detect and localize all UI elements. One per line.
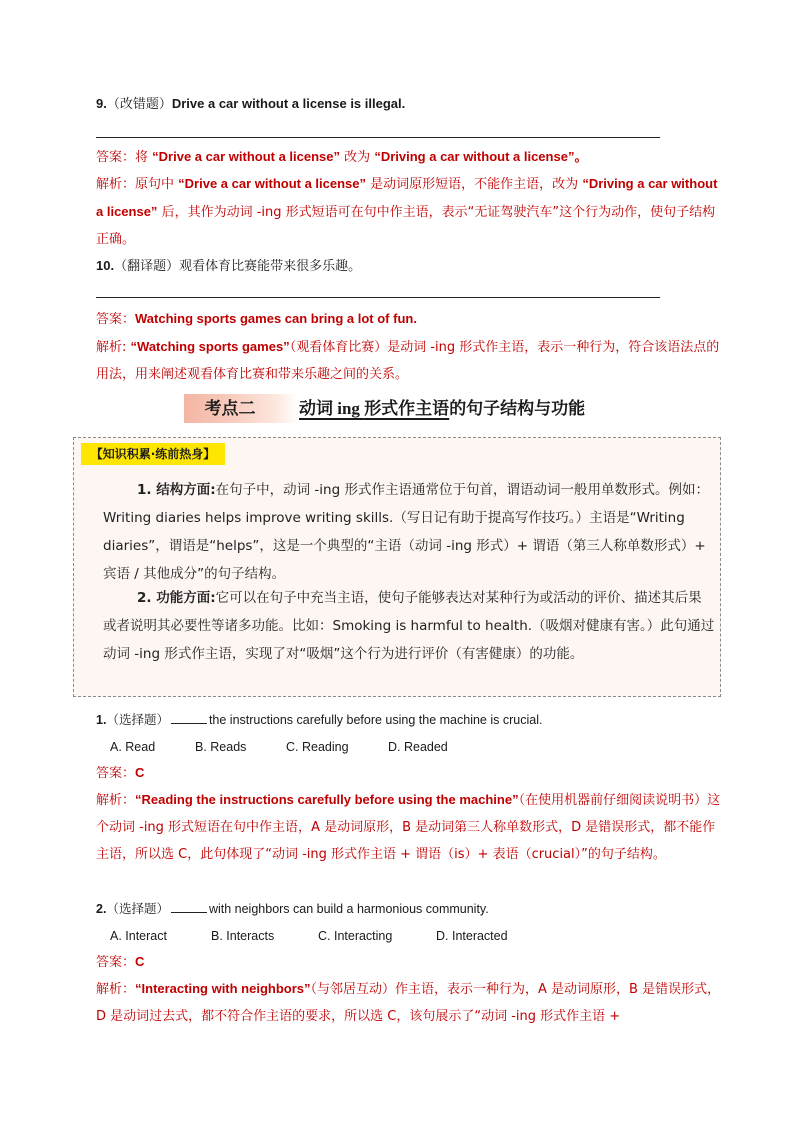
q9-explanation (96, 170, 722, 253)
answer-label: 答案： (96, 955, 136, 970)
option-d: D. Readed (388, 740, 448, 754)
option-a: A. Interact (110, 929, 167, 943)
section-title-part: 动词 (299, 399, 333, 419)
q10-number: 10. (96, 258, 115, 273)
e1-type: （选择题） (106, 713, 169, 727)
q10-answer (96, 310, 417, 329)
explanation-quote: “Drive a car without a license” (178, 176, 367, 191)
q10-stem: 观看体育比赛能带来很多乐趣。 (179, 258, 362, 273)
e1-options (110, 738, 610, 756)
knowledge-point-body: 在句子中，动词 -ing 形式作主语通常位于句首，谓语动词一般用单数形式。例如：Writing diaries helps improve writing skills.（写日记有助于提高写作技巧。）主语是“Writing diaries”，谓语是“helps”，这是一个典型的“主语（动词 -ing 形式）+ 谓语（第三人称单数形式）+ 宾语 / 其他成分”的句子结构。 (103, 482, 709, 582)
e1-number: 1. (96, 713, 107, 727)
explanation-text: （观看体育比赛）是动词 -ing 形式作主语，表示一种行为，符合该语法点的用法，用来阐述观看体育比赛和带来乐趣之间的关系。 (96, 340, 720, 382)
explanation-label: 解析： (96, 177, 136, 192)
answer-to: “Driving a car without a license”。 (374, 149, 588, 164)
explanation-text: 后，其作为动词 -ing 形式短语可在句中作主语，表示“无证驾驶汽车”这个行为动作，使句子结构正确。 (96, 205, 716, 247)
explanation-text: （与邻居互动）作主语，表示一种行为，A 是动词原形，B 是错误形式，D 是动词过去式，都不符合作主语的要求，所以选 C，该句展示了“动词 -ing 形式作主语 + (96, 982, 721, 1024)
explanation-text: 原句中 (135, 177, 175, 192)
answer-label: 答案： (96, 312, 136, 327)
e2-type: （选择题） (106, 902, 169, 916)
e2-blank (171, 900, 207, 913)
option-b: B. Reads (195, 740, 247, 754)
explanation-quote: “Watching sports games” (130, 339, 290, 354)
explanation-text: （在使用机器前仔细阅读说明书）这个动词 -ing 形式短语在句中作主语， (96, 793, 721, 835)
explanation-text: 是动词原形短语，不能作主语，改为 (370, 177, 579, 192)
e2-number: 2. (96, 902, 107, 916)
e2-question (96, 900, 489, 918)
answer-text: Watching sports games can bring a lot of fun. (135, 311, 417, 326)
answer-text: C (135, 765, 145, 780)
explanation-label: 解析： (96, 793, 136, 808)
e2-options (110, 927, 610, 945)
knowledge-tag: 【知识积累·练前热身】 (81, 443, 225, 465)
answer-text: 将 (135, 150, 149, 165)
q9-question (96, 95, 405, 113)
e1-stem: the instructions carefully before using the machine is crucial. (208, 713, 543, 727)
section-title-part: 形式作主语 (364, 399, 450, 419)
e1-answer (96, 764, 144, 783)
section-tag-fade (276, 394, 298, 423)
q9-answer (96, 148, 587, 167)
q10-question (96, 257, 361, 275)
e2-answer (96, 953, 144, 972)
q10-type: （翻译题） (114, 258, 180, 273)
option-c: C. Interacting (318, 929, 393, 943)
explanation-quote: “Interacting with neighbors” (135, 981, 311, 996)
answer-text: 改为 (344, 150, 371, 165)
knowledge-point-structure (103, 476, 715, 588)
q9-answer-line (96, 137, 660, 138)
section-title (299, 396, 585, 422)
explanation-label: 解析: (96, 340, 127, 355)
knowledge-point-heading: 1. 结构方面: (137, 482, 216, 498)
answer-label: 答案： (96, 766, 136, 781)
e1-question (96, 711, 542, 729)
q10-explanation (96, 333, 722, 388)
answer-from: “Drive a car without a license” (152, 149, 341, 164)
section-title-part: 的句子结构与功能 (449, 399, 586, 419)
knowledge-point-body: 它可以在句子中充当主语，使句子能够表达对某种行为或活动的评价、描述其后果或者说明其必要性等诸多功能。比如：Smoking is harmful to health.（吸烟对健康有害。）此句通过动词 -ing 形式作主语，实现了对“吸烟”这个行为进行评价（有害健康）的功能。 (103, 590, 715, 662)
q10-answer-line (96, 297, 660, 298)
knowledge-point-heading: 2. 功能方面: (137, 590, 216, 606)
option-d: D. Interacted (436, 929, 508, 943)
option-b: B. Interacts (211, 929, 275, 943)
q9-type: （改错题） (106, 96, 172, 111)
q9-number: 9. (96, 96, 107, 111)
e2-stem: with neighbors can build a harmonious community. (208, 902, 489, 916)
q9-stem: Drive a car without a license is illegal. (171, 96, 406, 111)
explanation-quote: “Reading the instructions carefully before using the machine” (135, 792, 519, 807)
e1-explanation (96, 786, 722, 868)
explanation-quote: “Driving a car without a license” (96, 176, 718, 219)
option-c: C. Reading (286, 740, 349, 754)
explanation-text: A 是动词原形，B 是动词第三人称单数形式，D 是错误形式，都不能作主语，所以选 C，此句体现了“动词 -ing 形式作主语 + 谓语（is）+ 表语（crucial）”的句子结构。 (96, 820, 716, 862)
answer-label: 答案： (96, 150, 136, 165)
section-title-part: ing (333, 399, 365, 418)
e1-blank (171, 711, 207, 724)
option-a: A. Read (110, 740, 156, 754)
answer-text: C (135, 954, 145, 969)
explanation-label: 解析： (96, 982, 136, 997)
e2-explanation (96, 975, 722, 1030)
section-tag: 考点二 (204, 399, 256, 419)
knowledge-point-function (103, 584, 715, 668)
